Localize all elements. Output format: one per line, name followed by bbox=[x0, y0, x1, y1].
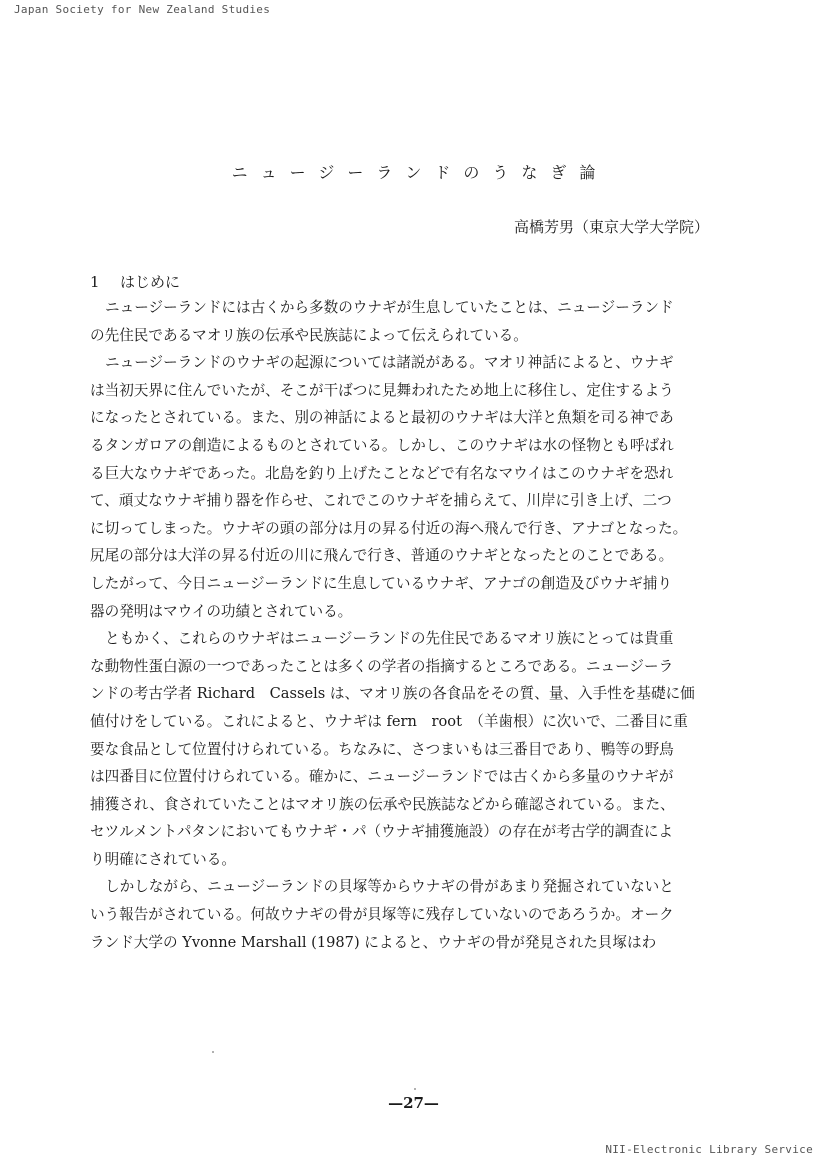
paragraph-line: る巨大なウナギであった。北島を釣り上げたことなどで有名なマウイはこのウナギを恐れ bbox=[90, 464, 674, 482]
paragraph-line: り明確にされている。 bbox=[90, 850, 236, 868]
paragraph-line: 値付けをしている。これによると、ウナギは fern root （羊歯根）に次いで、二番目に重 bbox=[90, 712, 688, 730]
paragraph-line: になったとされている。また、別の神話によると最初のウナギは大洋と魚類を司る神であ bbox=[90, 409, 674, 427]
society-watermark: Japan Society for New Zealand Studies bbox=[14, 3, 271, 16]
paragraph-line: ニュージーランドのウナギの起源については諸説がある。マオリ神話によると、ウナギ bbox=[105, 354, 674, 372]
paragraph-line: 要な食品として位置付けられている。ちなみに、さつまいもは三番目であり、鴨等の野鳥 bbox=[90, 740, 674, 758]
paragraph-line: は当初天界に住んでいたが、そこが干ばつに見舞われたため地上に移住し、定住するよう bbox=[90, 381, 674, 399]
paragraph-line: ともかく、これらのウナギはニュージーランドの先住民であるマオリ族にとっては貴重 bbox=[105, 630, 674, 648]
section-heading bbox=[90, 271, 180, 292]
paragraph-line: いう報告がされている。何故ウナギの骨が貝塚等に残存していないのであろうか。オーク bbox=[90, 906, 674, 924]
paragraph-line: ニュージーランドには古くから多数のウナギが生息していたことは、ニュージーランド bbox=[105, 299, 674, 316]
paragraph-line: な動物性蛋白源の一つであったことは多くの学者の指摘するところである。ニュージーラ bbox=[90, 657, 674, 675]
scan-speck bbox=[212, 1051, 214, 1053]
section-title: はじめに bbox=[120, 273, 181, 291]
scan-speck bbox=[414, 1088, 416, 1090]
paragraph-line: 捕獲され、食されていたことはマオリ族の伝承や民族誌などから確認されている。また、 bbox=[90, 795, 675, 813]
paragraph-line: したがって、今日ニュージーランドに生息しているウナギ、アナゴの創造及びウナギ捕り bbox=[90, 574, 673, 592]
paragraph-line: て、頑丈なウナギ捕り器を作らせ、これでこのウナギを捕らえて、川岸に引き上げ、二つ bbox=[90, 492, 672, 510]
paragraph-line: 器の発明はマウイの功績とされている。 bbox=[90, 602, 353, 620]
paragraph-line: ランド大学の Yvonne Marshall (1987) によると、ウナギの骨が発見された貝塚はわ bbox=[90, 933, 657, 951]
author-affiliation: 高橋芳男（東京大学大学院） bbox=[513, 218, 709, 236]
paragraph-line: セツルメントパタンにおいてもウナギ・パ（ウナギ捕獲施設）の存在が考古学的調査によ bbox=[90, 823, 674, 841]
paragraph-line: るタンガロアの創造によるものとされている。しかし、このウナギは水の怪物とも呼ばれ bbox=[90, 436, 674, 454]
paragraph-line: ンドの考古学者 Richard Cassels は、マオリ族の各食品をその質、量、入手性を基礎に価 bbox=[90, 685, 695, 703]
section-number: 1 bbox=[90, 273, 100, 291]
paragraph-line: 尻尾の部分は大洋の昇る付近の川に飛んで行き、普通のウナギとなったとのことである。 bbox=[90, 547, 674, 565]
paragraph-line: に切ってしまった。ウナギの頭の部分は月の昇る付近の海へ飛んで行き、アナゴとなった。 bbox=[90, 519, 688, 537]
body-text bbox=[90, 294, 750, 956]
article-title: ニュージーランドのうなぎ論 bbox=[231, 163, 609, 182]
paragraph-line: の先住民であるマオリ族の伝承や民族誌によって伝えられている。 bbox=[90, 326, 528, 344]
paragraph-line: は四番目に位置付けられている。確かに、ニュージーランドでは古くから多量のウナギが bbox=[90, 768, 674, 786]
paragraph-line: しかしながら、ニュージーランドの貝塚等からウナギの骨があまり発掘されていないと bbox=[105, 878, 674, 896]
page-number: —27— bbox=[388, 1094, 439, 1112]
library-service-watermark: NII-Electronic Library Service bbox=[605, 1143, 813, 1156]
